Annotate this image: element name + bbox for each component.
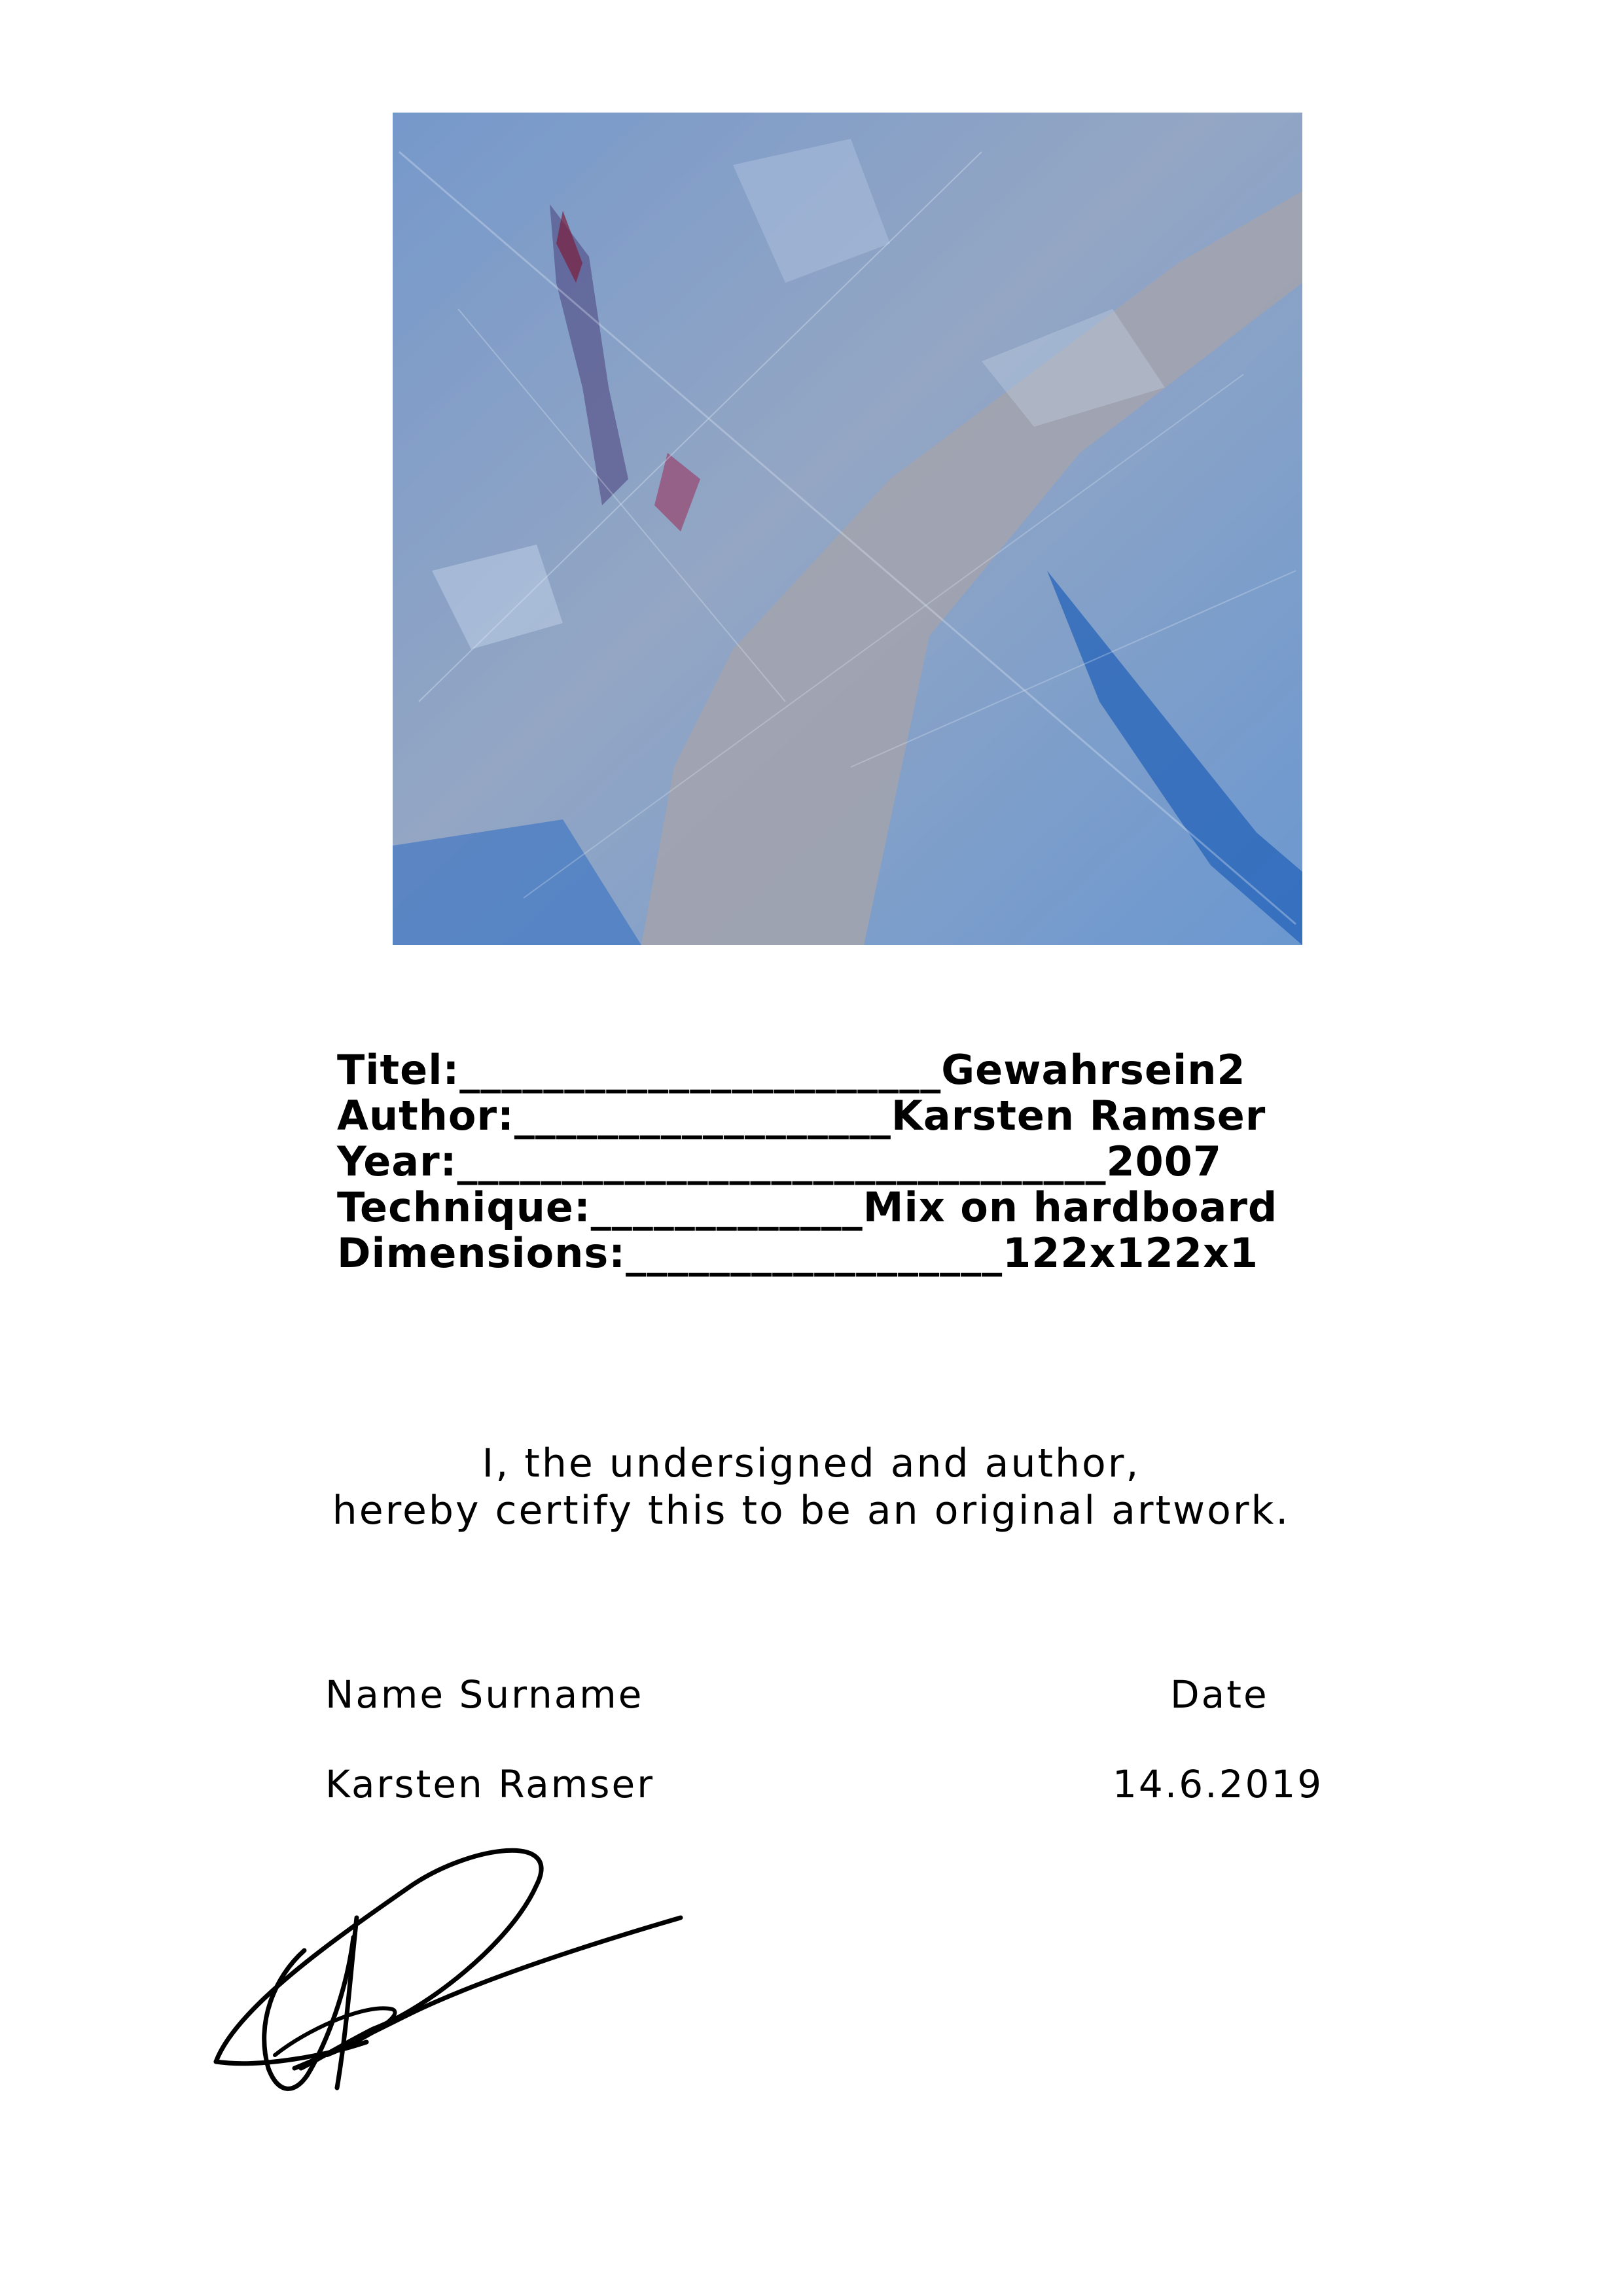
date-value: 14.6.2019 (1113, 1762, 1324, 1806)
detail-title-row (337, 1047, 1384, 1093)
statement-line-1: I, the undersigned and author, (482, 1441, 1141, 1486)
name-label: Name Surname (325, 1672, 644, 1717)
detail-label: Titel: (337, 1046, 460, 1094)
detail-label: Year: (337, 1138, 457, 1185)
date-label: Date (1170, 1672, 1269, 1717)
detail-author-row (337, 1093, 1384, 1139)
detail-dimensions-row (337, 1230, 1384, 1276)
detail-label: Dimensions: (337, 1229, 626, 1277)
detail-fill: __________________ (514, 1092, 891, 1139)
statement-line-2: hereby certify this to be an original artwork. (332, 1488, 1291, 1534)
certification-statement (0, 1440, 1623, 1534)
detail-fill: _______________________ (459, 1046, 942, 1094)
detail-value: Karsten Ramser (891, 1092, 1266, 1139)
detail-fill: _______________________________ (457, 1138, 1107, 1185)
artwork-image (393, 113, 1302, 945)
detail-fill: _____________ (590, 1183, 863, 1231)
detail-value: Gewahrsein2 (941, 1046, 1246, 1094)
signature-icon (196, 1846, 707, 2134)
detail-fill: __________________ (626, 1229, 1003, 1277)
detail-label: Technique: (337, 1183, 591, 1231)
detail-year-row (337, 1139, 1384, 1185)
detail-value: 2007 (1106, 1138, 1222, 1185)
name-value: Karsten Ramser (325, 1762, 655, 1806)
detail-value: Mix on hardboard (863, 1183, 1278, 1231)
artwork-details (337, 1047, 1384, 1276)
detail-value: 122x122x1 (1003, 1229, 1259, 1277)
detail-label: Author: (337, 1092, 514, 1139)
detail-technique-row (337, 1185, 1384, 1230)
